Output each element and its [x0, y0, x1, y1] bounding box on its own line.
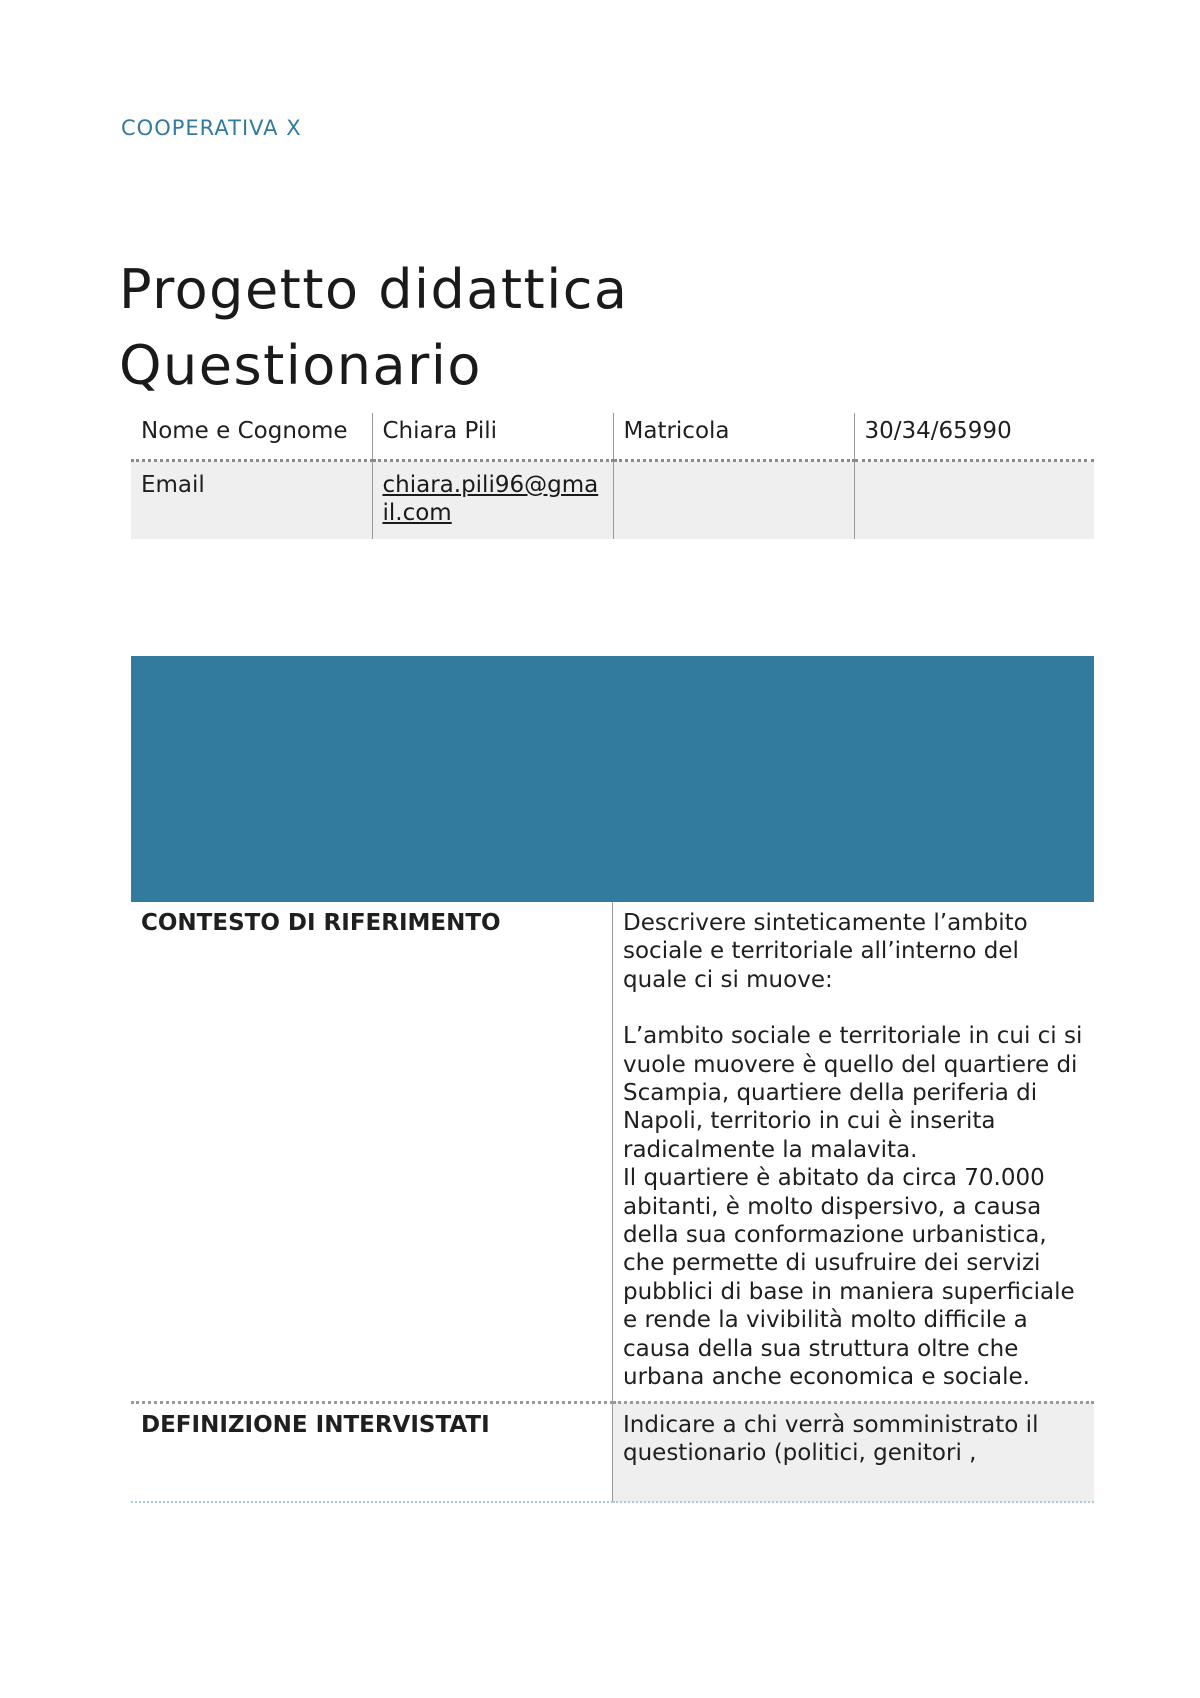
student-info-table	[131, 413, 1094, 539]
section-answer-paragraph-1: L’ambito sociale e territoriale in cui ci si vuole muovere è quello del quartiere di Scampia, quartiere della periferia di Napoli, territorio in cui è inserita radicalmente la malavita.	[623, 1023, 1083, 1163]
title-line-1: Progetto didattica	[119, 258, 629, 321]
section-prompt: Indicare a chi verrà somministrato il questionario (politici, genitori ,	[623, 1411, 1039, 1466]
name-value: Chiara Pili	[372, 413, 613, 461]
section-label: DEFINIZIONE INTERVISTATI	[131, 1402, 613, 1502]
section-row-contesto	[131, 902, 1094, 1402]
name-label: Nome e Cognome	[131, 413, 372, 461]
organization-name: COOPERATIVA X	[121, 116, 302, 140]
section-content	[613, 1402, 1095, 1502]
questionnaire-table	[131, 902, 1094, 1503]
section-header-band	[131, 656, 1094, 902]
email-link[interactable]: chiara.pili96@gmail.com	[382, 472, 599, 526]
info-row-email	[131, 461, 1094, 540]
section-answer-paragraph-2: Il quartiere è abitato da circa 70.000 abitanti, è molto dispersivo, a causa della sua conformazione urbanistica, che permette di usufruire dei servizi pubblici di base in maniera superficiale e rende la vivibilità molto difficile a causa della sua struttura oltre che urbana anche economica e sociale.	[623, 1165, 1075, 1391]
info-row-name	[131, 413, 1094, 461]
empty-cell	[854, 461, 1094, 540]
empty-cell	[613, 461, 854, 540]
section-content	[613, 902, 1095, 1402]
email-label: Email	[131, 461, 372, 540]
title-line-2: Questionario	[119, 334, 482, 397]
section-label: CONTESTO DI RIFERIMENTO	[141, 910, 501, 936]
document-title	[119, 252, 629, 404]
matricola-label: Matricola	[613, 413, 854, 461]
section-row-intervistati	[131, 1402, 1094, 1502]
section-prompt: Descrivere sinteticamente l’ambito sociale e territoriale all’interno del quale ci si muove:	[623, 910, 1028, 993]
matricola-value: 30/34/65990	[854, 413, 1094, 461]
email-cell	[372, 461, 613, 540]
